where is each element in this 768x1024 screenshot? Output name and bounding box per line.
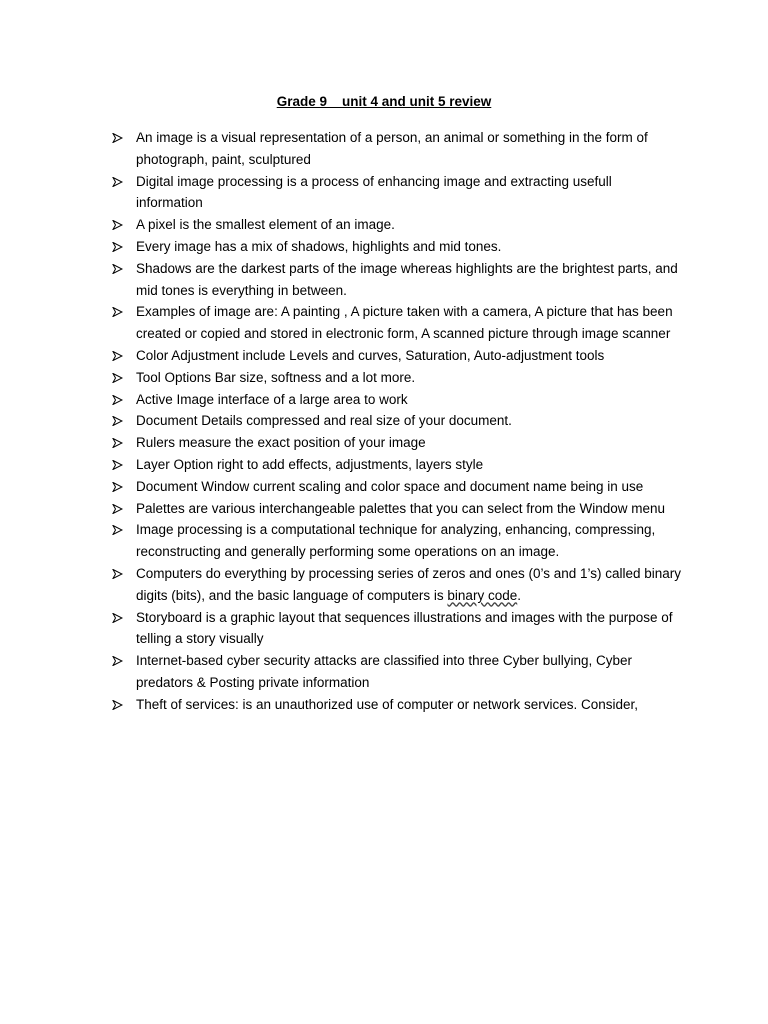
list-item [112, 607, 682, 651]
list-item [112, 345, 682, 367]
bullet-text: Examples of image are: A painting , A picture taken with a camera, A picture that has been created or copied and stored in electronic form, A scanned picture through image scanner [136, 304, 673, 342]
arrow-bullet-icon [112, 214, 124, 236]
arrow-bullet-icon [112, 694, 124, 716]
bullet-text: Internet-based cyber security attacks are classified into three Cyber bullying, Cyber predators & Posting private information [136, 653, 632, 690]
document-title: Grade 9 unit 4 and unit 5 review [276, 94, 492, 109]
arrow-bullet-icon [112, 563, 124, 585]
arrow-bullet-icon [112, 236, 124, 258]
bullet-text: Document Window current scaling and color space and document name being in use [136, 478, 644, 494]
bullet-text: Rulers measure the exact position of your image [136, 435, 426, 451]
list-item [112, 236, 682, 258]
arrow-bullet-icon [112, 607, 124, 629]
arrow-bullet-icon [112, 345, 124, 367]
bullet-text: Color Adjustment include Levels and curves, Saturation, Auto-adjustment tools [136, 347, 605, 363]
arrow-bullet-icon [112, 498, 124, 520]
arrow-bullet-icon [112, 454, 124, 476]
bullet-text: A pixel is the smallest element of an image. [136, 217, 395, 233]
bullet-text: Image processing is a computational technique for analyzing, enhancing, compressing, reconstructing and generally performing some operations on an image. [136, 522, 656, 560]
arrow-bullet-icon [112, 367, 124, 389]
bullet-text: Storyboard is a graphic layout that sequences illustrations and images with the purpose of telling a story visually [136, 609, 673, 647]
list-item [112, 454, 682, 476]
bullet-list [112, 127, 682, 716]
bullet-text: Layer Option right to add effects, adjustments, layers style [136, 456, 484, 472]
bullet-text: Digital image processing is a process of enhancing image and extracting usefull information [136, 173, 612, 211]
arrow-bullet-icon [112, 432, 124, 454]
arrow-bullet-icon [112, 410, 124, 432]
binary-code-term: binary code [447, 587, 518, 603]
bullet-text-after: . [517, 587, 521, 603]
list-item [112, 127, 682, 171]
arrow-bullet-icon [112, 519, 124, 541]
list-item [112, 410, 682, 432]
arrow-bullet-icon [112, 650, 124, 672]
bullet-text: Active Image interface of a large area to work [136, 391, 408, 407]
bullet-text: An image is a visual representation of a person, an animal or something in the form of photograph, paint, sculptured [136, 130, 648, 167]
list-item [112, 694, 682, 716]
arrow-bullet-icon [112, 258, 124, 280]
list-item [112, 301, 682, 345]
list-item [112, 432, 682, 454]
list-item [112, 171, 682, 215]
bullet-text: Theft of services: is an unauthorized use of computer or network services. Consider, [136, 696, 638, 712]
arrow-bullet-icon [112, 127, 124, 149]
arrow-bullet-icon [112, 171, 124, 193]
list-item [112, 563, 682, 607]
list-item [112, 519, 682, 563]
list-item [112, 389, 682, 411]
arrow-bullet-icon [112, 476, 124, 498]
list-item [112, 214, 682, 236]
list-item [112, 258, 682, 302]
bullet-text: Palettes are various interchangeable palettes that you can select from the Window menu [136, 500, 666, 516]
bullet-text: Document Details compressed and real size of your document. [136, 413, 512, 429]
bullet-text: Shadows are the darkest parts of the image whereas highlights are the brightest parts, and mid tones is everything in between. [136, 260, 678, 298]
list-item [112, 650, 682, 694]
arrow-bullet-icon [112, 389, 124, 411]
list-item [112, 367, 682, 389]
list-item [112, 476, 682, 498]
bullet-text: Every image has a mix of shadows, highlights and mid tones. [136, 238, 502, 254]
arrow-bullet-icon [112, 301, 124, 323]
bullet-text: Tool Options Bar size, softness and a lot more. [136, 369, 416, 385]
bullet-text-before: Computers do everything by processing series of zeros and ones (0’s and 1’s) called binary digits (bits), and the basic language of computers is [136, 565, 682, 603]
list-item [112, 498, 682, 520]
